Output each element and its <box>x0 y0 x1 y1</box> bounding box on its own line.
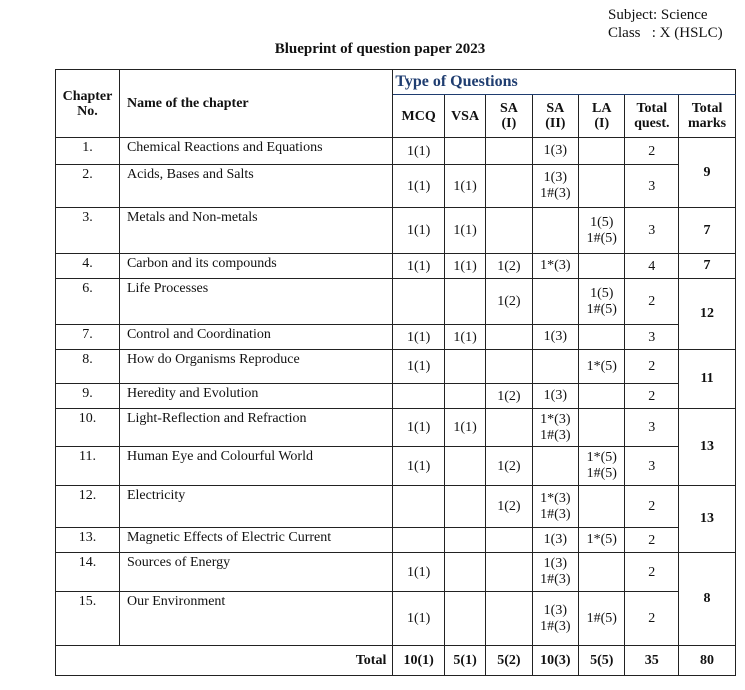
header-total-marks: Total marks <box>679 95 736 138</box>
chapter-name: Electricity <box>119 486 392 528</box>
sa1-cell <box>486 553 532 592</box>
la-cell-value: 1*(5) <box>586 450 617 465</box>
vsa-cell <box>444 528 485 553</box>
sa1-cell <box>486 409 532 447</box>
header-sa1: SA (I) <box>486 95 532 138</box>
sa2-cell-value: 1#(3) <box>540 572 571 587</box>
total-questions-cell: 2 <box>625 350 679 384</box>
table-row <box>56 254 736 279</box>
sa1-cell <box>486 592 532 646</box>
la-cell <box>579 384 625 409</box>
sa1-cell: 1(2) <box>486 384 532 409</box>
total-questions-cell: 3 <box>625 165 679 208</box>
mcq-cell: 1(1) <box>393 254 445 279</box>
total-row <box>56 646 736 676</box>
total-questions: 35 <box>625 646 679 676</box>
total-marks: 80 <box>679 646 736 676</box>
chapter-number: 15. <box>56 592 120 646</box>
page-title: Blueprint of question paper 2023 <box>274 41 486 57</box>
la-cell <box>579 325 625 350</box>
total-questions-cell: 3 <box>625 409 679 447</box>
total-questions-cell: 2 <box>625 138 679 165</box>
sa1-cell: 1(2) <box>486 447 532 486</box>
chapter-number: 10. <box>56 409 120 447</box>
chapter-name: Acids, Bases and Salts <box>119 165 392 208</box>
subject-label: Subject: Science <box>608 7 708 23</box>
mcq-cell <box>393 486 445 528</box>
chapter-number: 2. <box>56 165 120 208</box>
sa2-cell-value: 1(3) <box>543 388 567 403</box>
sa2-cell-value: 1*(3) <box>540 490 571 506</box>
total-questions-cell: 3 <box>625 325 679 350</box>
sa2-cell-value: 1*(3) <box>540 411 571 427</box>
header-total-questions: Total quest. <box>625 95 679 138</box>
sa2-cell <box>532 447 578 486</box>
chapter-number: 8. <box>56 350 120 384</box>
sa1-cell <box>486 528 532 553</box>
table-row <box>56 138 736 165</box>
chapter-name: Sources of Energy <box>119 553 392 592</box>
table-row <box>56 384 736 409</box>
mcq-cell: 1(1) <box>393 553 445 592</box>
total-marks-cell: 13 <box>679 486 736 553</box>
sa2-cell-value: 1(3) <box>543 329 567 344</box>
sa2-cell-value: 1#(3) <box>540 186 571 201</box>
vsa-cell <box>444 350 485 384</box>
chapter-name: Human Eye and Colourful World <box>119 447 392 486</box>
table-row <box>56 165 736 208</box>
chapter-name: Metals and Non-metals <box>119 208 392 254</box>
la-cell <box>579 254 625 279</box>
chapter-number: 14. <box>56 553 120 592</box>
total-la: 5(5) <box>579 646 625 676</box>
total-questions-cell: 4 <box>625 254 679 279</box>
vsa-cell: 1(1) <box>444 254 485 279</box>
total-marks-cell: 7 <box>679 254 736 279</box>
sa2-cell <box>532 138 578 165</box>
chapter-number: 6. <box>56 279 120 325</box>
sa2-cell <box>532 409 578 447</box>
la-cell-value: 1*(5) <box>586 532 617 547</box>
sa2-cell <box>532 592 578 646</box>
vsa-cell: 1(1) <box>444 208 485 254</box>
total-questions-cell: 2 <box>625 528 679 553</box>
total-questions-cell: 2 <box>625 486 679 528</box>
la-cell <box>579 409 625 447</box>
la-cell <box>579 528 625 553</box>
blueprint-table <box>55 69 736 676</box>
la-cell <box>579 486 625 528</box>
chapter-name: Heredity and Evolution <box>119 384 392 409</box>
vsa-cell <box>444 447 485 486</box>
la-cell <box>579 279 625 325</box>
la-cell-value: 1#(5) <box>586 466 617 481</box>
chapter-name: Control and Coordination <box>119 325 392 350</box>
la-cell-value: 1(5) <box>590 214 614 230</box>
la-cell <box>579 350 625 384</box>
mcq-cell <box>393 279 445 325</box>
total-sa2: 10(3) <box>532 646 578 676</box>
total-marks-cell: 11 <box>679 350 736 409</box>
total-label: Total <box>56 646 393 676</box>
total-sa1: 5(2) <box>486 646 532 676</box>
mcq-cell <box>393 528 445 553</box>
vsa-cell <box>444 553 485 592</box>
total-questions-cell: 2 <box>625 592 679 646</box>
header-chapter-no: Chapter No. <box>56 70 120 138</box>
mcq-cell: 1(1) <box>393 592 445 646</box>
table-row <box>56 350 736 384</box>
table-row <box>56 409 736 447</box>
sa2-cell <box>532 165 578 208</box>
sa1-cell <box>486 138 532 165</box>
sa2-cell <box>532 528 578 553</box>
vsa-cell <box>444 279 485 325</box>
la-cell-value: 1#(5) <box>586 301 617 317</box>
total-marks-cell: 12 <box>679 279 736 350</box>
chapter-number: 1. <box>56 138 120 165</box>
total-marks-cell: 8 <box>679 553 736 646</box>
sa2-cell <box>532 350 578 384</box>
chapter-name: Life Processes <box>119 279 392 325</box>
sa2-cell <box>532 553 578 592</box>
sa2-cell-value: 1*(3) <box>540 258 571 273</box>
table-row <box>56 553 736 592</box>
chapter-number: 4. <box>56 254 120 279</box>
mcq-cell: 1(1) <box>393 325 445 350</box>
total-questions-cell: 3 <box>625 208 679 254</box>
chapter-name: Light-Reflection and Refraction <box>119 409 392 447</box>
la-cell <box>579 138 625 165</box>
table-row <box>56 592 736 646</box>
sa2-cell-value: 1#(3) <box>540 427 571 443</box>
total-mcq: 10(1) <box>393 646 445 676</box>
la-cell-value: 1#(5) <box>586 230 617 246</box>
total-questions-cell: 2 <box>625 279 679 325</box>
la-cell <box>579 447 625 486</box>
mcq-cell: 1(1) <box>393 165 445 208</box>
total-questions-cell: 2 <box>625 384 679 409</box>
total-marks-cell: 13 <box>679 409 736 486</box>
sa2-cell-value: 1(3) <box>543 602 567 618</box>
total-questions-cell: 2 <box>625 553 679 592</box>
la-cell <box>579 208 625 254</box>
sa1-cell <box>486 325 532 350</box>
header-type-of-questions: Type of Questions <box>393 70 736 95</box>
chapter-name: Carbon and its compounds <box>119 254 392 279</box>
total-vsa: 5(1) <box>444 646 485 676</box>
sa2-cell <box>532 325 578 350</box>
la-cell <box>579 553 625 592</box>
la-cell-value: 1#(5) <box>586 610 617 626</box>
sa2-cell <box>532 384 578 409</box>
sa1-cell: 1(2) <box>486 486 532 528</box>
chapter-number: 12. <box>56 486 120 528</box>
vsa-cell <box>444 592 485 646</box>
header-la: LA (I) <box>579 95 625 138</box>
sa1-cell: 1(2) <box>486 254 532 279</box>
vsa-cell: 1(1) <box>444 409 485 447</box>
vsa-cell <box>444 138 485 165</box>
table-row <box>56 447 736 486</box>
chapter-number: 3. <box>56 208 120 254</box>
sa2-cell-value: 1(3) <box>543 170 567 185</box>
mcq-cell: 1(1) <box>393 447 445 486</box>
sa2-cell <box>532 208 578 254</box>
vsa-cell <box>444 486 485 528</box>
total-questions-cell: 3 <box>625 447 679 486</box>
table-row <box>56 208 736 254</box>
mcq-cell: 1(1) <box>393 409 445 447</box>
total-marks-cell: 9 <box>679 138 736 208</box>
sa2-cell-value: 1#(3) <box>540 618 571 634</box>
header-vsa: VSA <box>444 95 485 138</box>
sa2-cell-value: 1(3) <box>543 532 567 547</box>
chapter-name: Chemical Reactions and Equations <box>119 138 392 165</box>
sa1-cell: 1(2) <box>486 279 532 325</box>
sa1-cell <box>486 165 532 208</box>
chapter-name: How do Organisms Reproduce <box>119 350 392 384</box>
sa1-cell <box>486 350 532 384</box>
chapter-number: 7. <box>56 325 120 350</box>
table-row <box>56 528 736 553</box>
class-label: Class : X (HSLC) <box>608 25 723 41</box>
mcq-cell: 1(1) <box>393 350 445 384</box>
sa1-cell <box>486 208 532 254</box>
chapter-number: 13. <box>56 528 120 553</box>
table-row <box>56 325 736 350</box>
sa2-cell <box>532 254 578 279</box>
chapter-name: Magnetic Effects of Electric Current <box>119 528 392 553</box>
vsa-cell: 1(1) <box>444 165 485 208</box>
header-chapter-name: Name of the chapter <box>119 70 392 138</box>
la-cell <box>579 592 625 646</box>
chapter-number: 9. <box>56 384 120 409</box>
chapter-number: 11. <box>56 447 120 486</box>
mcq-cell: 1(1) <box>393 208 445 254</box>
sa2-cell <box>532 279 578 325</box>
sa2-cell-value: 1(3) <box>543 143 567 158</box>
sa2-cell-value: 1(3) <box>543 556 567 571</box>
mcq-cell: 1(1) <box>393 138 445 165</box>
header-mcq: MCQ <box>393 95 445 138</box>
header-sa2: SA (II) <box>532 95 578 138</box>
total-marks-cell: 7 <box>679 208 736 254</box>
subject-info <box>608 6 723 42</box>
la-cell-value: 1(5) <box>590 285 614 301</box>
mcq-cell <box>393 384 445 409</box>
vsa-cell <box>444 384 485 409</box>
table-row <box>56 486 736 528</box>
table-row <box>56 279 736 325</box>
sa2-cell <box>532 486 578 528</box>
vsa-cell: 1(1) <box>444 325 485 350</box>
la-cell <box>579 165 625 208</box>
chapter-name: Our Environment <box>119 592 392 646</box>
la-cell-value: 1*(5) <box>586 358 617 374</box>
sa2-cell-value: 1#(3) <box>540 506 571 522</box>
